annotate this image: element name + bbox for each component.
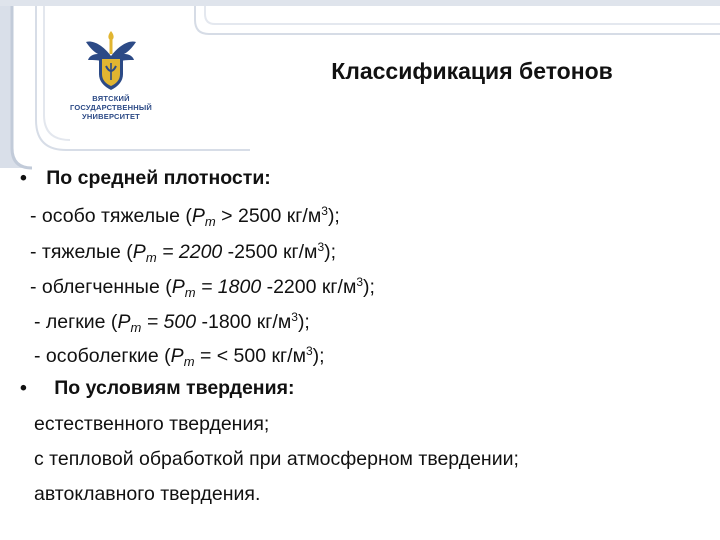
- density-symbol: Р: [170, 345, 184, 367]
- item-power: 3: [291, 310, 298, 324]
- density-item: [34, 344, 325, 374]
- density-subscript: m: [145, 250, 157, 265]
- item-value: -2500 кг/м: [222, 241, 318, 263]
- item-value: -2200 кг/м: [261, 276, 357, 298]
- bullet-icon: •: [20, 377, 27, 399]
- density-symbol: Р: [171, 276, 185, 298]
- density-symbol: Р: [132, 241, 146, 263]
- section-density-heading: [20, 166, 271, 190]
- density-subscript: m: [130, 320, 142, 335]
- item-value: = < 500 кг/м: [194, 345, 306, 367]
- density-symbol: Р: [117, 311, 131, 333]
- hardening-item: автоклавного твердения.: [34, 483, 261, 505]
- logo-line-1: ВЯТСКИЙ: [92, 94, 130, 103]
- density-subscript: m: [184, 285, 196, 300]
- item-power: 3: [321, 204, 328, 218]
- item-value-italic: = 1800: [195, 276, 262, 298]
- density-item: [30, 240, 336, 270]
- item-prefix: - особолегкие (: [34, 345, 171, 367]
- logo-line-2: ГОСУДАРСТВЕННЫЙ: [70, 103, 152, 112]
- university-crest-icon: [84, 30, 138, 92]
- item-suffix: );: [327, 205, 340, 227]
- bullet-icon: •: [20, 167, 27, 189]
- item-value: > 2500 кг/м: [215, 205, 322, 227]
- frame-left-curve: [12, 0, 32, 168]
- logo-caption: [58, 94, 164, 121]
- item-suffix: );: [363, 276, 375, 298]
- item-power: 3: [305, 344, 313, 358]
- density-item: [30, 275, 375, 305]
- item-suffix: );: [324, 241, 337, 263]
- frame-top-band: [0, 0, 720, 6]
- item-value: -1800 кг/м: [196, 311, 292, 333]
- hardening-item: естественного твердения;: [34, 413, 270, 435]
- item-suffix: );: [297, 311, 310, 333]
- density-item: [30, 204, 340, 234]
- frame-left-band: [0, 0, 30, 168]
- section-heading-text: По условиям твердения:: [54, 377, 295, 399]
- item-prefix: - особо тяжелые (: [30, 205, 192, 227]
- slide-title: Классификация бетонов: [331, 58, 613, 84]
- item-power: 3: [317, 240, 325, 254]
- section-hardening-heading: [20, 376, 294, 400]
- density-subscript: m: [183, 354, 195, 369]
- item-value-italic: = 2200: [156, 241, 223, 263]
- item-prefix: - тяжелые (: [30, 241, 133, 263]
- section-heading-text: По средней плотности:: [46, 167, 271, 189]
- logo-line-3: УНИВЕРСИТЕТ: [82, 112, 140, 121]
- item-power: 3: [356, 275, 364, 289]
- item-value-italic: = 500: [141, 311, 197, 333]
- item-prefix: - облегченные (: [30, 276, 172, 298]
- item-prefix: - легкие (: [34, 311, 118, 333]
- density-item: [34, 310, 310, 340]
- item-suffix: );: [312, 345, 325, 367]
- density-symbol: Р: [191, 205, 205, 227]
- density-subscript: m: [204, 214, 216, 229]
- university-logo: [58, 30, 164, 121]
- hardening-item: с тепловой обработкой при атмосферном твердении;: [34, 448, 519, 470]
